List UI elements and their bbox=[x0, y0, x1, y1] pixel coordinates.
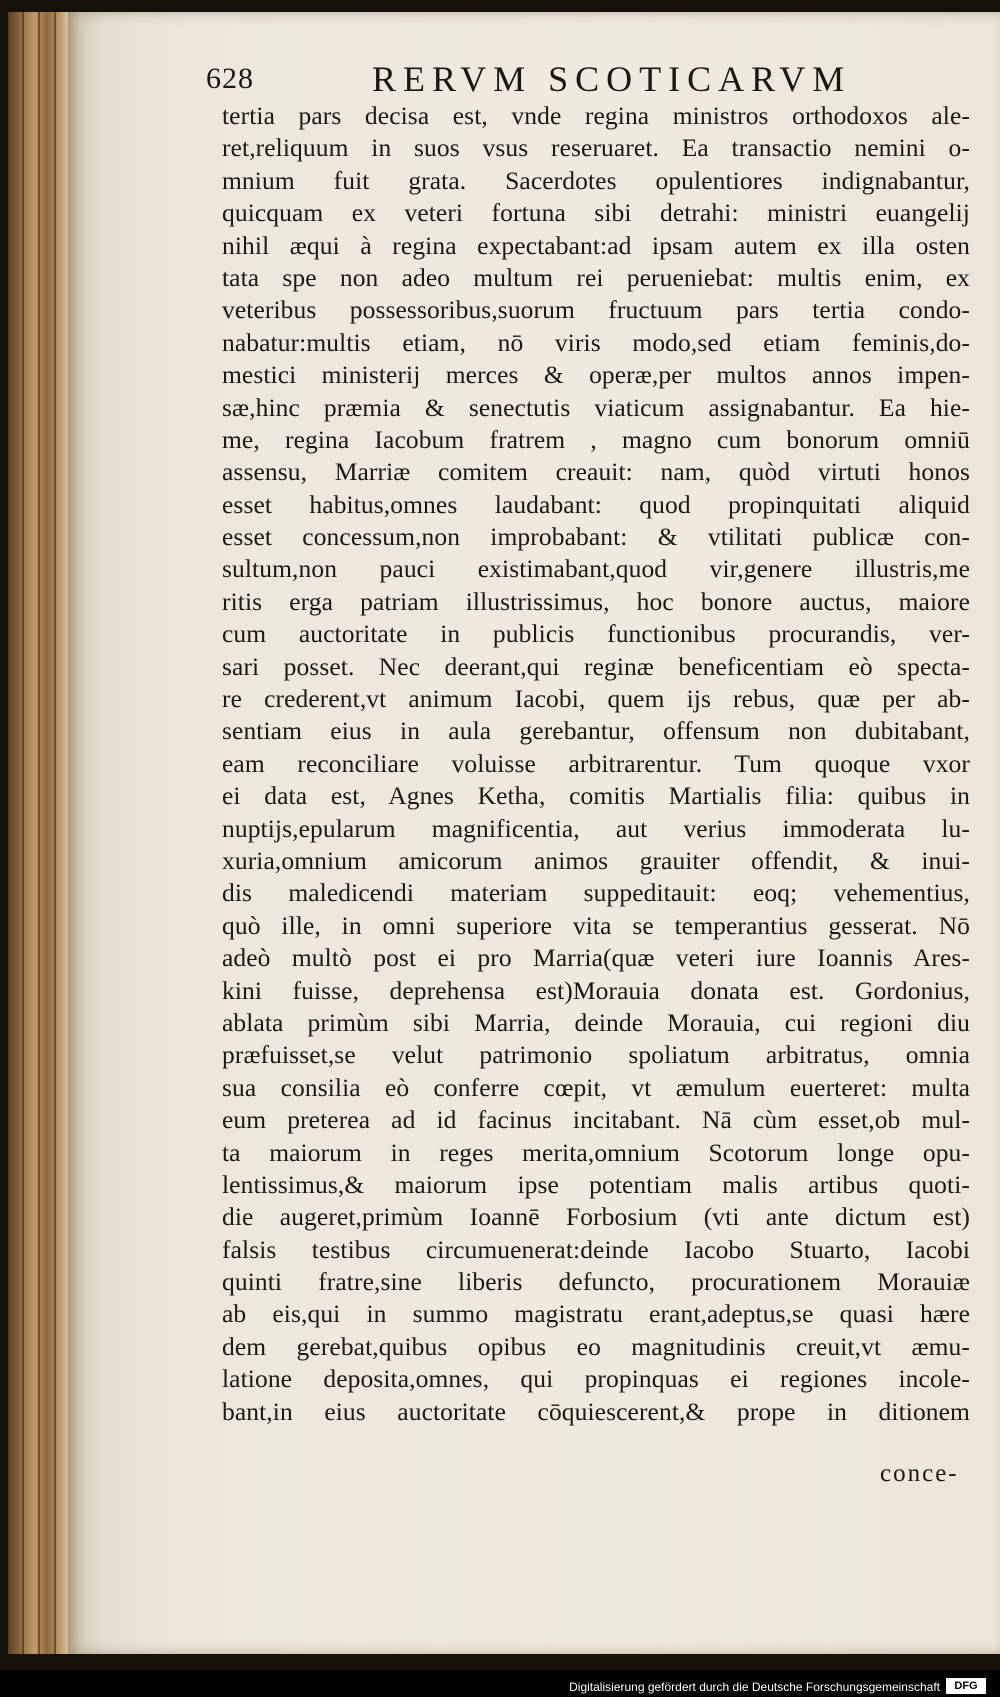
text-line: nihil æqui à regina expectabant:ad ipsam autem ex illa osten bbox=[222, 230, 970, 260]
text-line: præfuisset,se velut patrimonio spoliatum arbitratus, omnia bbox=[222, 1040, 970, 1070]
text-line: assensu, Marriæ comitem creauit: nam, quòd virtuti honos bbox=[222, 457, 970, 487]
text-line: dem gerebat,quibus opibus eo magnitudinis creuit,vt æmu- bbox=[222, 1331, 970, 1361]
text-line: kini fuisse, deprehensa est)Morauia donata est. Gordonius, bbox=[222, 975, 970, 1005]
text-line: falsis testibus circumuenerat:deinde Iacobo Stuarto, Iacobi bbox=[222, 1234, 970, 1264]
text-line: mnium fuit grata. Sacerdotes opulentiores indignabantur, bbox=[222, 165, 970, 195]
dfg-logo: DFG bbox=[946, 1678, 986, 1694]
text-line: latione deposita,omnes, qui propinquas ei regiones incole- bbox=[222, 1364, 970, 1394]
text-line: eum preterea ad id facinus incitabant. Nā cùm esset,ob mul- bbox=[222, 1105, 970, 1135]
text-line: sultum,non pauci existimabant,quod vir,genere illustris,me bbox=[222, 554, 970, 584]
text-line: adeò multò post ei pro Marria(quæ veteri iure Ioannis Ares- bbox=[222, 943, 970, 973]
text-line: sæ,hinc præmia & senectutis viaticum assignabantur. Ea hie- bbox=[222, 392, 970, 422]
text-line: bant,in eius auctoritate cōquiescerent,& prope in ditionem bbox=[222, 1396, 970, 1426]
text-line: mestici ministerij merces & operæ,per multos annos impen- bbox=[222, 360, 970, 390]
page-number: 628 bbox=[206, 62, 254, 95]
running-title: RERVM SCOTICARVM bbox=[372, 59, 852, 99]
text-line: quò ille, in omni superiore vita se temperantius gesserat. Nō bbox=[222, 910, 970, 940]
page-edge-line bbox=[38, 12, 40, 1654]
page-edge-line bbox=[22, 12, 24, 1654]
text-line: nuptijs,epularum magnificentia, aut verius immoderata lu- bbox=[222, 813, 970, 843]
text-line: me, regina Iacobum fratrem , magno cum bonorum omniū bbox=[222, 424, 970, 454]
text-line: tertia pars decisa est, vnde regina ministros orthodoxos ale- bbox=[222, 101, 970, 130]
text-line: xuria,omnium amicorum animos grauiter offendit, & inui- bbox=[222, 845, 970, 875]
text-line: ab eis,qui in summo magistratu erant,adeptus,se quasi hære bbox=[222, 1299, 970, 1329]
text-line: dis maledicendi materiam suppeditauit: eoq; vehementius, bbox=[222, 878, 970, 908]
text-line: sua consilia eò conferre cœpit, vt æmulum euerteret: multa bbox=[222, 1072, 970, 1102]
text-line: cum auctoritate in publicis functionibus procurandis, ver- bbox=[222, 619, 970, 649]
text-line: re crederent,vt animum Iacobi, quem ijs rebus, quæ per ab- bbox=[222, 684, 970, 714]
text-line: esset concessum,non improbabant: & vtilitati publicæ con- bbox=[222, 522, 970, 552]
text-line: veteribus possessoribus,suorum fructuum pars tertia condo- bbox=[222, 295, 970, 325]
text-line: sentiam eius in aula gerebantur, offensum non dubitabant, bbox=[222, 716, 970, 746]
text-line: nabatur:multis etiam, nō viris modo,sed etiam feminis,do- bbox=[222, 327, 970, 357]
text-line: ei data est, Agnes Ketha, comitis Martialis filia: quibus in bbox=[222, 781, 970, 811]
text-line: quicquam ex veteri fortuna sibi detrahi: ministri euangelij bbox=[222, 198, 970, 228]
text-line: quinti fratre,sine liberis defuncto, procurationem Morauiæ bbox=[222, 1267, 970, 1297]
text-line: die augeret,primùm Ioannē Forbosium (vti ante dictum est) bbox=[222, 1202, 970, 1232]
text-line: ritis erga patriam illustrissimus, hoc bonore auctus, maiore bbox=[222, 586, 970, 616]
catchword: conce- bbox=[880, 1460, 959, 1487]
text-line: sari posset. Nec deerant,qui reginæ beneficentiam eò specta- bbox=[222, 651, 970, 681]
text-line: ta maiorum in reges merita,omnium Scotorum longe opu- bbox=[222, 1137, 970, 1167]
body-text bbox=[222, 100, 970, 1428]
page-edge-line bbox=[54, 12, 56, 1654]
text-line: lentissimus,& maiorum ipse potentiam malis artibus quoti- bbox=[222, 1169, 970, 1199]
text-line: eam reconciliare voluisse arbitrarentur. Tum quoque vxor bbox=[222, 748, 970, 778]
text-line: esset habitus,omnes laudabant: quod propinquitati aliquid bbox=[222, 489, 970, 519]
digitization-credit: Digitalisierung gefördert durch die Deutsche Forschungsgemeinschaft bbox=[569, 1680, 940, 1694]
text-line: ablata primùm sibi Marria, deinde Morauia, cui regioni diu bbox=[222, 1007, 970, 1037]
text-line: ret,reliquum in suos vsus reseruaret. Ea transactio nemini o- bbox=[222, 133, 970, 163]
text-line: tata spe non adeo multum rei perueniebat: multis enim, ex bbox=[222, 262, 970, 292]
